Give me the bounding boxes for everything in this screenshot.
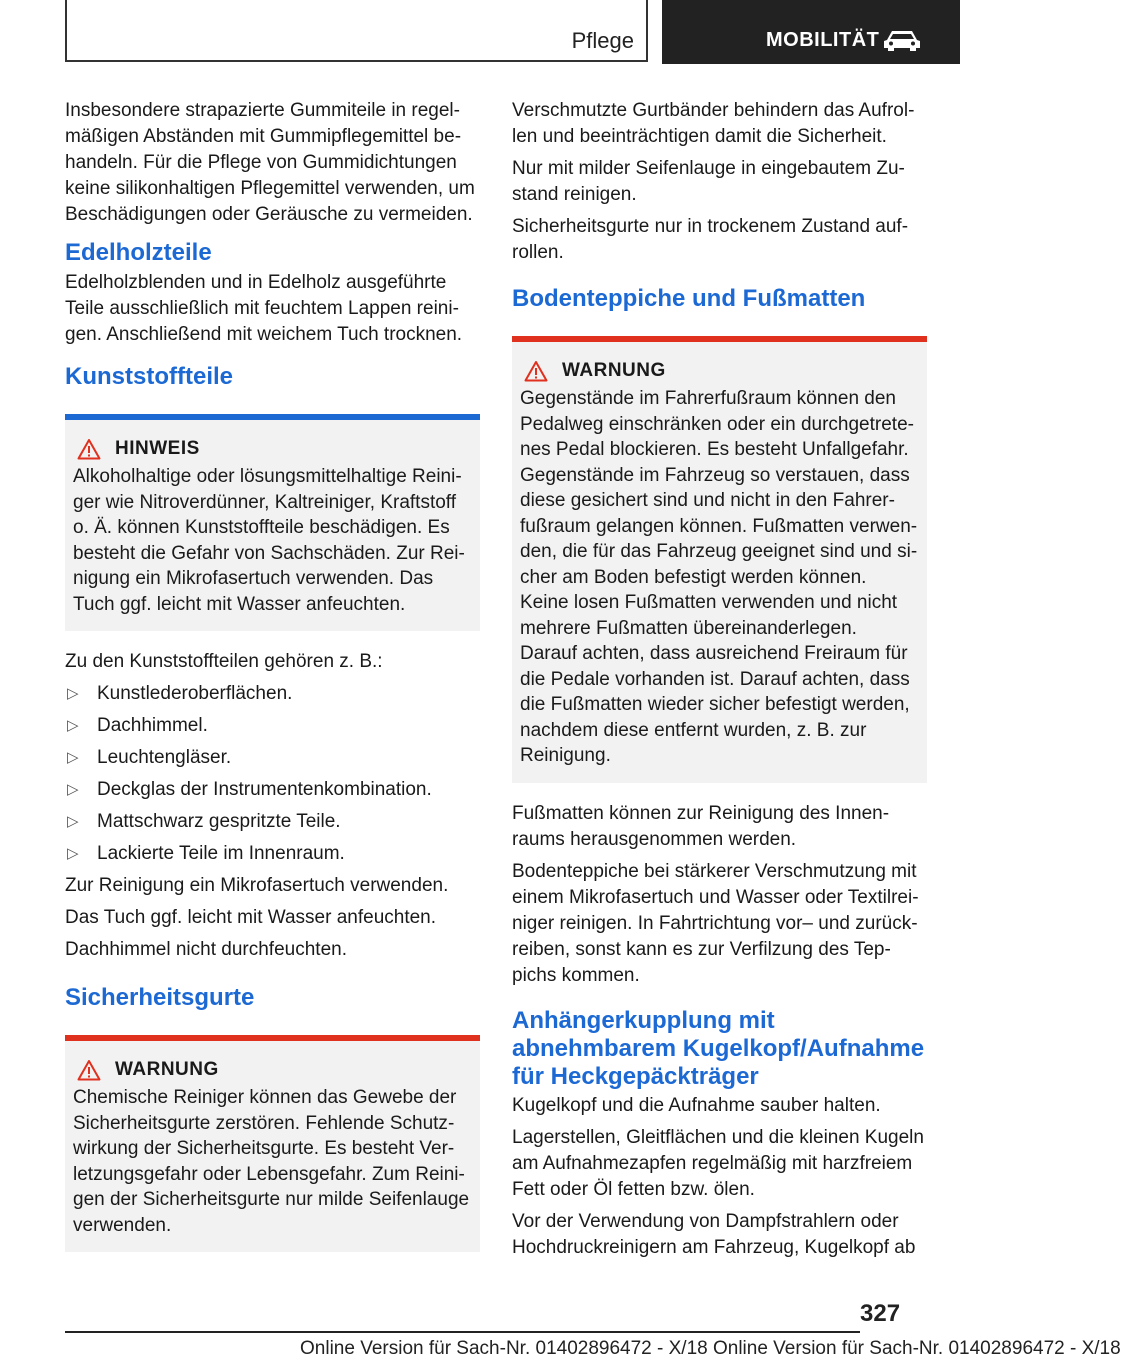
dachhimmel-paragraph: Dachhimmel nicht durchfeuchten. — [65, 939, 347, 960]
kunststoff-list — [65, 681, 480, 867]
edelholz-paragraph: Edelholzblenden und in Edelholz ausgeführte Teile ausschließlich mit feuchtem Lappen reinigen. Anschließend mit weichem Tuch trocknen. — [65, 272, 463, 345]
warning-text: Gegenstände im Fahrerfußraum können den Pedalweg einschränken oder ein durchgetretenes Pedal blockieren. Es besteht Unfallgefahr. Gegenstände im Fahrzeug so verstauen, dass diese gesichert sind und nicht in den Fahrerfußraum gelangen können. Fußmatten verwenden, die für das Fahrzeug geeignet sind und sicher am Boden befestigt werden können. Keine losen Fußmatten verwenden und nicht mehrere Fußmatten übereinanderlegen. Darauf achten, dass ausreichend Freiraum für die Pedale vorhanden ist. Darauf achten, dass die Fußmatten wieder sicher befestigt werden, nachdem diese entfernt wurden, z. B. zur Reinigung. — [520, 388, 918, 766]
warning-title: WARNUNG — [115, 1059, 219, 1080]
notice-title: HINWEIS — [115, 438, 200, 459]
warning-box — [512, 336, 927, 783]
bullet-triangle-icon: ▷ — [67, 685, 79, 702]
section-title: Pflege — [571, 28, 634, 53]
seifenlauge-paragraph: Nur mit milder Seifenlauge in eingebautem Zustand reinigen. — [512, 158, 905, 205]
warning-triangle-icon — [77, 1059, 101, 1081]
lagerstellen-paragraph: Lagerstellen, Gleitflächen und die kleinen Kugeln am Aufnahmezapfen regelmäßig mit harzfreiem Fett oder Öl fetten bzw. ölen. — [512, 1126, 924, 1200]
page-number: 327 — [860, 1300, 901, 1327]
list-item: ▷ Mattschwarz gespritzte Teile. — [65, 809, 480, 835]
warning-triangle-icon — [524, 360, 548, 382]
bullet-triangle-icon: ▷ — [67, 717, 79, 734]
notice-text: Alkoholhaltige oder lösungsmittelhaltige Reiniger wie Nitroverdünner, Kaltreiniger, Kraftstoff o. Ä. können Kunststoffteile beschädigen. Es besteht die Gefahr von Sachschäden. Zur Reinigung ein Mikrofasertuch verwenden. Das Tuch ggf. leicht mit Wasser anfeuchten. — [73, 466, 465, 615]
bullet-triangle-icon: ▷ — [67, 781, 79, 798]
heading-kunststoffteile: Kunststoffteile — [65, 363, 233, 390]
warning-title: WARNUNG — [562, 360, 666, 381]
heading-sicherheitsgurte: Sicherheitsgurte — [65, 984, 255, 1011]
warning-triangle-icon — [77, 438, 101, 460]
notice-box — [65, 414, 480, 631]
list-item: ▷ Dachhimmel. — [65, 713, 480, 739]
reinigung-paragraph: Zur Reinigung ein Mikrofasertuch verwenden. — [65, 875, 449, 896]
fussmatten-paragraph: Fußmatten können zur Reinigung des Innenraums herausgenommen werden. — [512, 802, 890, 850]
heading-anhaengerkupplung: Anhängerkupplung mit abnehmbarem Kugelkopf/Aufnahme für Heckgepäckträger — [512, 1006, 925, 1090]
aufrollen-paragraph: Sicherheitsgurte nur in trockenem Zustand aufrollen. — [512, 216, 909, 263]
dampfstrahler-paragraph: Vor der Verwendung von Dampfstrahlern oder Hochdruckreinigern am Fahrzeug, Kugelkopf ab — [512, 1210, 916, 1258]
list-item: ▷ Deckglas der Instrumentenkombination. — [65, 777, 480, 803]
gurtbaender-paragraph: Verschmutzte Gurtbänder behindern das Aufrollen und beeinträchtigen damit die Sicherheit. — [512, 100, 915, 147]
left-column — [65, 98, 480, 1270]
footer-divider — [65, 1331, 860, 1333]
section-tab — [65, 0, 648, 62]
tuch-paragraph: Das Tuch ggf. leicht mit Wasser anfeuchten. — [65, 907, 437, 928]
list-item: ▷ Kunstlederoberflächen. — [65, 681, 480, 707]
chapter-title: MOBILITÄT — [766, 29, 880, 51]
bullet-triangle-icon: ▷ — [67, 749, 79, 766]
bullet-triangle-icon: ▷ — [67, 813, 79, 830]
warning-header — [73, 1059, 472, 1081]
kugelkopf-paragraph: Kugelkopf und die Aufnahme sauber halten. — [512, 1094, 881, 1116]
warning-box — [65, 1035, 480, 1252]
list-item: ▷ Lackierte Teile im Innenraum. — [65, 841, 480, 867]
footer-text: Online Version für Sach-Nr. 01402896472 - X/18 Online Version für Sach-Nr. 01402896472 - X/18 — [300, 1338, 1121, 1359]
heading-edelholzteile: Edelholzteile — [65, 239, 212, 266]
intro-paragraph: Insbesondere strapazierte Gummiteile in regelmäßigen Abständen mit Gummipflegemittel behandeln. Für die Pflege von Gummidichtungen keine silikonhaltigen Pflegemittel verwenden, um Beschädigungen oder Geräusche zu vermeiden. — [65, 100, 475, 225]
notice-header — [73, 438, 472, 460]
list-item: ▷ Leuchtengläser. — [65, 745, 480, 771]
bodenteppiche-paragraph: Bodenteppiche bei stärkerer Verschmutzung mit einem Mikrofasertuch und Wasser oder Textilreiniger reinigen. In Fahrtrichtung vor– und zurückreiben, sonst kann es zur Verfilzung des Teppichs kommen. — [512, 860, 919, 986]
bullet-triangle-icon: ▷ — [67, 845, 79, 862]
warning-header — [520, 360, 919, 382]
heading-bodenteppiche: Bodenteppiche und Fußmatten — [512, 285, 866, 312]
page-header — [0, 0, 960, 66]
chapter-tab — [662, 0, 960, 64]
warning-text: Chemische Reiniger können das Gewebe der Sicherheitsgurte zerstören. Fehlende Schutzwirkung der Sicherheitsgurte. Es besteht Verletzungsgefahr oder Lebensgefahr. Zum Reinigen der Sicherheitsgurte nur milde Seifenlauge verwenden. — [73, 1087, 470, 1236]
kunststoff-intro: Zu den Kunststoffteilen gehören z. B.: — [65, 651, 383, 672]
car-icon — [882, 28, 922, 52]
right-column — [512, 98, 927, 1267]
